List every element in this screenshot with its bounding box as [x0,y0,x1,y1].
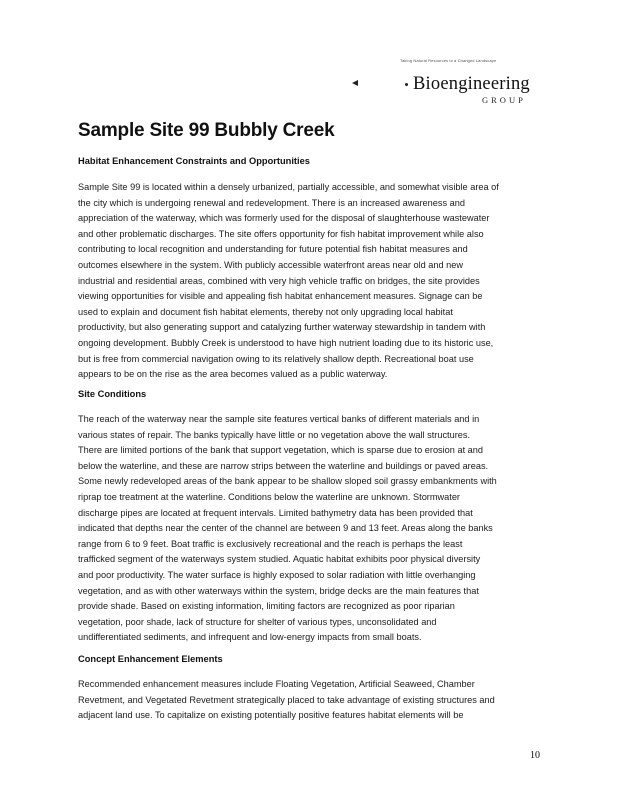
paragraph-line: adjacent land use. To capitalize on existing potentially positive features habitat elements will be [78,710,464,721]
paragraph-line: Recommended enhancement measures include Floating Vegetation, Artificial Seaweed, Chamber [78,679,475,689]
paragraph-line: undifferentiated sediments, and infrequent and low-energy impacts from small boats. [78,632,422,643]
paragraph-line: productivity, but also generating support and catalyzing further waterway stewardship in tandem with [78,322,486,333]
paragraph-line: discharge pipes are located at frequent intervals. Limited bathymetry data has been provided that [78,507,473,518]
logo-dot-icon [405,83,408,86]
paragraph-line: range from 6 to 9 feet. Boat traffic is exclusively recreational and the reach is perhaps the least [78,538,463,549]
logo-arrow-icon [352,80,358,86]
section-paragraph-concept-elements [78,677,528,724]
paragraph-line: industrial and residential areas, combined with very high vehicle traffic on bridges, the site provides [78,275,480,286]
paragraph-line: appreciation of the waterway, which was formerly used for the disposal of slaughterhouse wastewater [78,213,490,224]
paragraph-line: outcomes elsewhere in the system. With publicly accessible waterfront areas near old and new [78,259,464,270]
logo-name: Bioengineering [413,74,530,94]
paragraph-line: and other problematic discharges. The site offers opportunity for fish habitat improvement while also [78,228,484,239]
bioengineering-group-logo [350,58,580,114]
paragraph-line: trafficked segment of the waterways system studied. Aquatic habitat exhibits poor physical diversity [78,554,481,565]
paragraph-line: contributing to local recognition and understanding for future potential fish habitat measures and [78,244,468,255]
paragraph-line: Some newly redeveloped areas of the bank appear to be shallow sloped soil grassy embankments with [78,476,497,487]
paragraph-line: There are limited portions of the bank that support vegetation, which is sparse due to erosion at and [78,445,483,456]
paragraph-line: vegetation, poor shade, lack of structure for shelter of various types, unconsolidated and [78,616,437,627]
paragraph-line: below the waterline, and these are narrow strips between the waterline and buildings or paved areas. [78,460,489,471]
paragraph-line: riprap toe treatment at the waterline. Conditions below the waterline are unknown. Stormwater [78,491,460,502]
section-paragraph-constraints [78,180,528,383]
section-heading-site-conditions: Site Conditions [78,389,147,399]
paragraph-line: ongoing development. Bubbly Creek is understood to have high nutrient loading due to its historic use, [78,337,494,348]
paragraph-line: viewing opportunities for visible and appealing fish habitat enhancement measures. Signage can be [78,291,483,302]
paragraph-line: appears to be on the rise as the area becomes valued as a public waterway. [78,369,388,380]
paragraph-line: various states of repair. The banks typically have little or no vegetation above the wall structures. [78,429,471,440]
paragraph-line: Revetment, and Vegetated Revetment strategically placed to take advantage of existing structures and [78,694,495,705]
paragraph-line: The reach of the waterway near the sample site features vertical banks of different materials and in [78,414,480,424]
paragraph-line: vegetation, and as with other waterways within the system, bridge decks are the main features that [78,585,479,596]
section-heading-concept-elements: Concept Enhancement Elements [78,654,223,664]
logo-group: GROUP [482,95,526,105]
section-paragraph-site-conditions [78,412,528,646]
paragraph-line: Sample Site 99 is located within a densely urbanized, partially accessible, and somewhat visible area of [78,182,499,192]
paragraph-line: and poor productivity. The water surface is highly exposed to solar radiation with little overhanging [78,569,476,580]
paragraph-line: but is free from commercial navigation owing to its relatively shallow depth. Recreational boat use [78,353,474,364]
paragraph-line: used to explain and document fish habitat elements, thereby not only upgrading local habitat [78,306,453,317]
paragraph-line: indicated that depths near the center of the channel are between 9 and 13 feet. Areas along the banks [78,523,493,534]
page-title: Sample Site 99 Bubbly Creek [78,120,335,141]
logo-tagline: Taking Natural Resources to a Changed Landscape [400,58,497,63]
paragraph-line: provide shade. Based on existing information, limiting factors are recognized as poor riparian [78,601,455,612]
page-number: 10 [530,750,540,761]
paragraph-line: the city which is undergoing renewal and redevelopment. There is an increased awareness and [78,197,465,208]
section-heading-constraints: Habitat Enhancement Constraints and Opportunities [78,156,310,166]
